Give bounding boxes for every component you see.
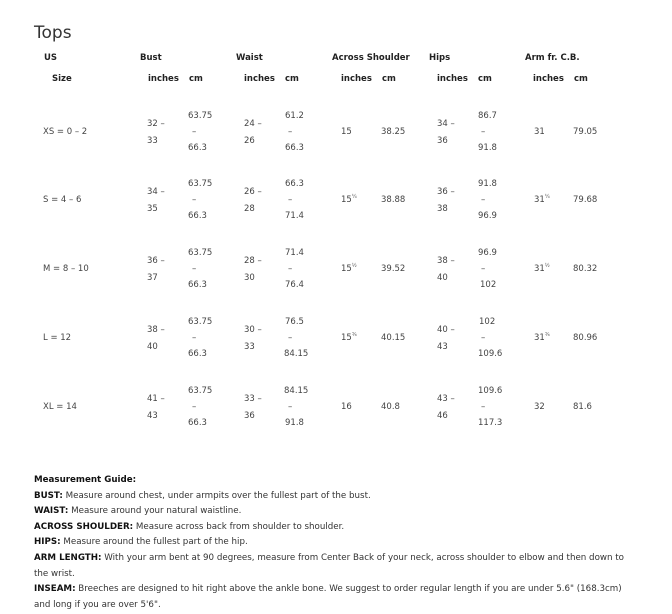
hips-inches-to: 46 [437, 411, 448, 421]
hips-cm-to: 96.9 [478, 211, 497, 221]
bust-inches-from: 38 – [147, 325, 165, 335]
hips-inches-from: 43 – [437, 394, 455, 404]
guide-item-inseam: INSEAM: Breeches are designed to hit right above the ankle bone. We suggest to order regular length if you are under 5.6" (168.3cm) and long if you are over 5'6". [34, 584, 622, 610]
bust-cm-from: 63.75 [188, 317, 213, 327]
waist-inches-from: 26 – [244, 187, 262, 197]
hips-inches-from: 36 – [437, 187, 455, 197]
hips-cm-to: 102 [480, 280, 497, 290]
size-cell: L = 12 [43, 333, 72, 343]
waist-inches-to: 28 [244, 204, 255, 214]
header-size: Size [52, 74, 72, 84]
hips-cm-from: 91.8 [478, 179, 497, 189]
waist-cm-from: 66.3 [285, 179, 304, 189]
arm-inches: 32 [534, 402, 545, 412]
bust-cm-to: 66.3 [188, 143, 207, 153]
bust-inches-to: 33 [147, 136, 158, 146]
guide-heading: Measurement Guide: [34, 475, 137, 485]
shoulder-inches: 15 [341, 127, 352, 137]
shoulder-cm: 40.8 [381, 402, 400, 412]
waist-inches-to: 33 [244, 342, 255, 352]
arm-inches: $31^{\frac{1}{2}}$ [534, 263, 550, 274]
hips-cm-to: 109.6 [478, 349, 503, 359]
hips-inches-from: 38 – [437, 256, 455, 266]
hips-cm-to: 117.3 [478, 418, 503, 428]
hips-cm-from: 102 [479, 317, 496, 327]
waist-cm-from: 84.15 [284, 386, 309, 396]
waist-cm-from: 61.2 [285, 111, 304, 121]
bust-cm-dash: – [192, 127, 197, 137]
shoulder-cm: 39.52 [381, 264, 406, 274]
waist-inches-to: 26 [244, 136, 255, 146]
header-across-shoulder: Across Shoulder [332, 53, 410, 63]
bust-inches-to: 40 [147, 342, 158, 352]
guide-item-waist: WAIST: Measure around your natural waistline. [34, 506, 242, 517]
bust-inches-to: 35 [147, 204, 158, 214]
hips-inches-to: 43 [437, 342, 448, 352]
hips-inches-to: 40 [437, 273, 448, 283]
bust-cm-dash: – [192, 402, 197, 412]
waist-cm-to: 76.4 [285, 280, 304, 290]
shoulder-inches: $15^{\frac{3}{4}}$ [341, 332, 357, 343]
hips-cm-dash: – [481, 127, 486, 137]
waist-cm-dash: – [288, 333, 293, 343]
header-shoulder-cm: cm [382, 74, 396, 84]
arm-cm: 81.6 [573, 402, 592, 412]
bust-cm-from: 63.75 [188, 386, 213, 396]
bust-inches-from: 34 – [147, 187, 165, 197]
header-waist-inches: inches [244, 74, 275, 84]
header-hips-inches: inches [437, 74, 468, 84]
hips-inches-to: 38 [437, 204, 448, 214]
header-arm-cm: cm [574, 74, 588, 84]
hips-inches-to: 36 [437, 136, 448, 146]
guide-item-hips: HIPS: Measure around the fullest part of the hip. [34, 537, 248, 548]
size-cell: XS = 0 – 2 [43, 127, 88, 137]
shoulder-inches: $15^{\frac{1}{4}}$ [341, 194, 357, 205]
hips-cm-from: 86.7 [478, 111, 497, 121]
header-shoulder-inches: inches [341, 74, 372, 84]
size-cell: M = 8 – 10 [43, 264, 89, 274]
hips-inches-from: 34 – [437, 119, 455, 129]
bust-inches-from: 36 – [147, 256, 165, 266]
bust-cm-to: 66.3 [188, 418, 207, 428]
bust-cm-to: 66.3 [188, 349, 207, 359]
waist-cm-from: 71.4 [285, 248, 304, 258]
waist-inches-from: 30 – [244, 325, 262, 335]
guide-item-bust: BUST: Measure around chest, under armpits over the fullest part of the bust. [34, 490, 371, 501]
shoulder-cm: 38.88 [381, 195, 406, 205]
shoulder-inches: $15^{\frac{1}{2}}$ [341, 263, 357, 274]
waist-inches-to: 36 [244, 411, 255, 421]
waist-inches-to: 30 [244, 273, 255, 283]
hips-cm-from: 96.9 [478, 248, 497, 258]
arm-inches: $31^{\frac{3}{4}}$ [534, 332, 550, 343]
page-title: Tops [34, 23, 72, 44]
hips-cm-dash: – [481, 195, 486, 205]
bust-cm-to: 66.3 [188, 280, 207, 290]
waist-cm-dash: – [288, 127, 293, 137]
shoulder-cm: 40.15 [381, 333, 406, 343]
header-us: US [44, 53, 58, 63]
bust-inches-from: 32 – [147, 119, 165, 129]
measurement-guide [34, 473, 634, 613]
shoulder-cm: 38.25 [381, 127, 406, 137]
waist-cm-from: 76.5 [285, 317, 304, 327]
header-bust: Bust [140, 53, 162, 63]
guide-item-arm-length: ARM LENGTH: With your arm bent at 90 degrees, measure from Center Back of your neck, across shoulder to elbow and then down to the wrist. [34, 552, 624, 579]
header-bust-cm: cm [189, 74, 203, 84]
bust-cm-dash: – [192, 333, 197, 343]
waist-inches-from: 24 – [244, 119, 262, 129]
hips-cm-dash: – [481, 264, 486, 274]
waist-cm-dash: – [288, 402, 293, 412]
header-arm-inches: inches [533, 74, 564, 84]
size-cell: S = 4 – 6 [43, 195, 82, 205]
waist-cm-to: 91.8 [285, 418, 304, 428]
arm-cm: 79.68 [573, 195, 598, 205]
bust-cm-dash: – [192, 264, 197, 274]
arm-cm: 80.96 [573, 333, 598, 343]
bust-cm-dash: – [192, 195, 197, 205]
arm-inches: 31 [534, 127, 545, 137]
header-waist: Waist [236, 53, 263, 63]
bust-inches-to: 43 [147, 411, 158, 421]
header-hips-cm: cm [478, 74, 492, 84]
waist-cm-to: 71.4 [285, 211, 304, 221]
hips-cm-dash: – [481, 333, 486, 343]
bust-cm-from: 63.75 [188, 248, 213, 258]
arm-inches: $31^{\frac{1}{4}}$ [534, 194, 550, 205]
bust-cm-from: 63.75 [188, 111, 213, 121]
hips-cm-from: 109.6 [478, 386, 503, 396]
waist-cm-to: 66.3 [285, 143, 304, 153]
size-cell: XL = 14 [43, 402, 77, 412]
header-waist-cm: cm [285, 74, 299, 84]
arm-cm: 79.05 [573, 127, 598, 137]
bust-cm-to: 66.3 [188, 211, 207, 221]
waist-cm-dash: – [288, 195, 293, 205]
hips-cm-dash: – [481, 402, 486, 412]
hips-inches-from: 40 – [437, 325, 455, 335]
hips-cm-to: 91.8 [478, 143, 497, 153]
shoulder-inches: 16 [341, 402, 352, 412]
waist-inches-from: 28 – [244, 256, 262, 266]
waist-cm-to: 84.15 [284, 349, 309, 359]
header-hips: Hips [429, 53, 451, 63]
bust-inches-from: 41 – [147, 394, 165, 404]
bust-inches-to: 37 [147, 273, 158, 283]
arm-cm: 80.32 [573, 264, 598, 274]
header-bust-inches: inches [148, 74, 179, 84]
header-arm: Arm fr. C.B. [525, 53, 580, 63]
waist-cm-dash: – [288, 264, 293, 274]
guide-item-across-shoulder: ACROSS SHOULDER: Measure across back from shoulder to shoulder. [34, 521, 345, 532]
bust-cm-from: 63.75 [188, 179, 213, 189]
waist-inches-from: 33 – [244, 394, 262, 404]
